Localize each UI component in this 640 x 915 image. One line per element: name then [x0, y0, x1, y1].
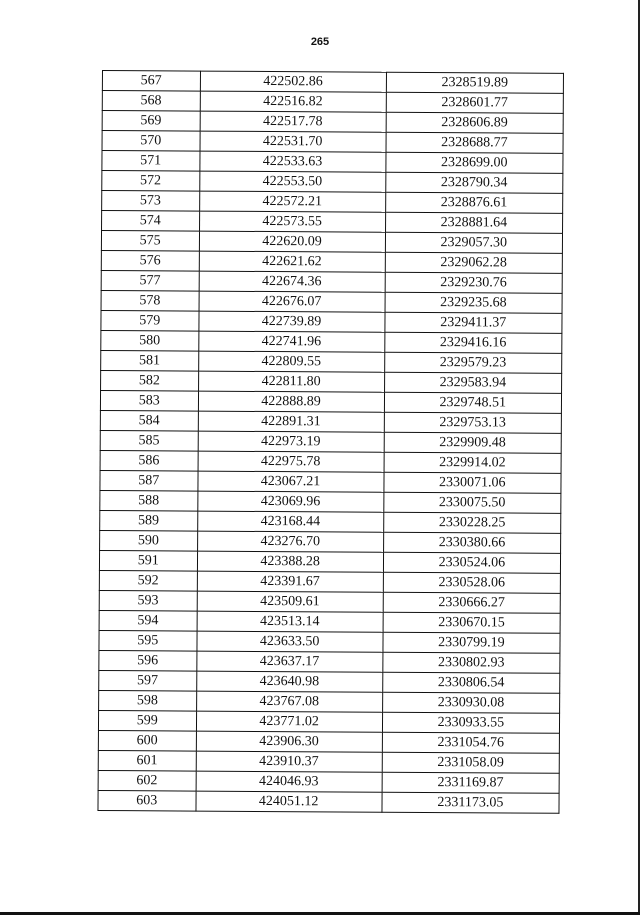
northing-cell: 2329235.68 — [385, 292, 562, 313]
easting-cell: 422975.78 — [198, 451, 384, 472]
point-number-cell: 574 — [102, 211, 200, 232]
easting-cell: 422620.09 — [199, 231, 385, 252]
table-row — [98, 770, 559, 793]
table-row — [101, 250, 562, 273]
table-row — [98, 790, 559, 813]
table-row — [101, 231, 562, 254]
easting-cell: 423637.17 — [196, 651, 382, 672]
coordinate-table-wrapper — [97, 70, 564, 814]
point-number-cell: 584 — [100, 410, 198, 431]
table-row — [99, 570, 560, 593]
coordinate-table-body — [98, 71, 564, 814]
table-row — [102, 71, 563, 94]
northing-cell: 2330802.93 — [383, 652, 560, 673]
point-number-cell: 577 — [101, 270, 199, 291]
point-number-cell: 576 — [101, 250, 199, 271]
point-number-cell: 595 — [99, 630, 197, 651]
point-number-cell: 567 — [102, 71, 200, 92]
table-row — [101, 370, 562, 393]
northing-cell: 2329579.23 — [384, 352, 561, 373]
table-row — [101, 290, 562, 313]
northing-cell: 2330528.06 — [383, 572, 560, 593]
easting-cell: 423910.37 — [196, 751, 382, 772]
northing-cell: 2330071.06 — [384, 472, 561, 493]
easting-cell: 422809.55 — [198, 351, 384, 372]
table-row — [99, 610, 560, 633]
northing-cell: 2331169.87 — [382, 772, 559, 793]
point-number-cell: 570 — [102, 131, 200, 152]
easting-cell: 422741.96 — [198, 331, 384, 352]
point-number-cell: 588 — [100, 490, 198, 511]
table-row — [101, 310, 562, 333]
easting-cell: 422531.70 — [200, 131, 386, 152]
northing-cell: 2331173.05 — [382, 792, 559, 813]
point-number-cell: 590 — [100, 530, 198, 551]
point-number-cell: 601 — [98, 750, 196, 771]
table-row — [99, 670, 560, 693]
northing-cell: 2329753.13 — [384, 412, 561, 433]
table-row — [102, 171, 563, 194]
northing-cell: 2330075.50 — [383, 492, 560, 513]
table-row — [102, 91, 563, 114]
point-number-cell: 586 — [100, 450, 198, 471]
point-number-cell: 598 — [99, 690, 197, 711]
point-number-cell: 583 — [100, 390, 198, 411]
northing-cell: 2329411.37 — [385, 312, 562, 333]
table-row — [99, 690, 560, 713]
point-number-cell: 579 — [101, 310, 199, 331]
point-number-cell: 593 — [99, 590, 197, 611]
easting-cell: 423771.02 — [196, 711, 382, 732]
easting-cell: 422676.07 — [199, 291, 385, 312]
easting-cell: 422573.55 — [199, 211, 385, 232]
table-row — [98, 750, 559, 773]
northing-cell: 2330806.54 — [382, 672, 559, 693]
table-row — [99, 630, 560, 653]
point-number-cell: 568 — [102, 91, 200, 112]
point-number-cell: 578 — [101, 290, 199, 311]
easting-cell: 423276.70 — [197, 531, 383, 552]
table-row — [100, 530, 561, 553]
table-row — [101, 270, 562, 293]
table-row — [101, 330, 562, 353]
point-number-cell: 571 — [102, 151, 200, 172]
northing-cell: 2329909.48 — [384, 432, 561, 453]
northing-cell: 2328876.61 — [385, 192, 562, 213]
northing-cell: 2330666.27 — [383, 592, 560, 613]
easting-cell: 423906.30 — [196, 731, 382, 752]
northing-cell: 2330670.15 — [383, 612, 560, 633]
easting-cell: 422553.50 — [199, 171, 385, 192]
easting-cell: 423168.44 — [197, 511, 383, 532]
northing-cell: 2329062.28 — [385, 252, 562, 273]
point-number-cell: 569 — [102, 111, 200, 132]
easting-cell: 422888.89 — [198, 391, 384, 412]
easting-cell: 423767.08 — [196, 691, 382, 712]
point-number-cell: 594 — [99, 610, 197, 631]
table-row — [99, 650, 560, 673]
easting-cell: 422502.86 — [200, 71, 386, 92]
table-row — [100, 410, 561, 433]
point-number-cell: 585 — [100, 430, 198, 451]
northing-cell: 2328519.89 — [386, 72, 563, 93]
point-number-cell: 592 — [99, 570, 197, 591]
easting-cell: 423388.28 — [197, 551, 383, 572]
northing-cell: 2330380.66 — [383, 532, 560, 553]
table-row — [101, 350, 562, 373]
table-row — [102, 131, 563, 154]
table-row — [100, 450, 561, 473]
easting-cell: 423069.96 — [197, 491, 383, 512]
easting-cell: 423513.14 — [197, 611, 383, 632]
easting-cell: 422517.78 — [200, 111, 386, 132]
page-number: 265 — [310, 36, 330, 48]
easting-cell: 423067.21 — [197, 471, 383, 492]
table-row — [100, 390, 561, 413]
point-number-cell: 573 — [102, 191, 200, 212]
northing-cell: 2329230.76 — [385, 272, 562, 293]
northing-cell: 2329583.94 — [384, 372, 561, 393]
northing-cell: 2328601.77 — [386, 92, 563, 113]
table-row — [102, 111, 563, 134]
easting-cell: 424051.12 — [195, 791, 381, 812]
easting-cell: 423633.50 — [196, 631, 382, 652]
northing-cell: 2330930.08 — [382, 692, 559, 713]
easting-cell: 423391.67 — [197, 571, 383, 592]
coordinate-table — [97, 70, 564, 814]
easting-cell: 422973.19 — [198, 431, 384, 452]
northing-cell: 2328606.89 — [386, 112, 563, 133]
easting-cell: 423509.61 — [197, 591, 383, 612]
point-number-cell: 603 — [98, 790, 196, 811]
point-number-cell: 600 — [98, 730, 196, 751]
northing-cell: 2328688.77 — [386, 132, 563, 153]
point-number-cell: 597 — [99, 670, 197, 691]
northing-cell: 2329914.02 — [384, 452, 561, 473]
northing-cell: 2329748.51 — [384, 392, 561, 413]
northing-cell: 2328790.34 — [385, 172, 562, 193]
point-number-cell: 602 — [98, 770, 196, 791]
northing-cell: 2330228.25 — [383, 512, 560, 533]
table-row — [99, 590, 560, 613]
point-number-cell: 589 — [100, 510, 198, 531]
point-number-cell: 580 — [101, 330, 199, 351]
easting-cell: 422621.62 — [199, 251, 385, 272]
point-number-cell: 572 — [102, 171, 200, 192]
easting-cell: 422739.89 — [198, 311, 384, 332]
easting-cell: 424046.93 — [196, 771, 382, 792]
table-row — [99, 550, 560, 573]
point-number-cell: 599 — [98, 710, 196, 731]
table-row — [100, 510, 561, 533]
table-row — [102, 191, 563, 214]
northing-cell: 2329057.30 — [385, 232, 562, 253]
table-row — [100, 470, 561, 493]
northing-cell: 2330933.55 — [382, 712, 559, 733]
table-row — [100, 490, 561, 513]
easting-cell: 422516.82 — [200, 91, 386, 112]
northing-cell: 2330799.19 — [383, 632, 560, 653]
point-number-cell: 575 — [101, 231, 199, 252]
northing-cell: 2330524.06 — [383, 552, 560, 573]
table-row — [100, 430, 561, 453]
point-number-cell: 587 — [100, 470, 198, 491]
easting-cell: 423640.98 — [196, 671, 382, 692]
table-row — [102, 211, 563, 234]
table-row — [98, 730, 559, 753]
table-row — [98, 710, 559, 733]
northing-cell: 2328699.00 — [386, 152, 563, 173]
point-number-cell: 582 — [101, 370, 199, 391]
point-number-cell: 591 — [99, 550, 197, 571]
northing-cell: 2328881.64 — [385, 212, 562, 233]
easting-cell: 422572.21 — [199, 191, 385, 212]
easting-cell: 422674.36 — [199, 271, 385, 292]
northing-cell: 2331054.76 — [382, 732, 559, 753]
easting-cell: 422891.31 — [198, 411, 384, 432]
easting-cell: 422533.63 — [199, 151, 385, 172]
point-number-cell: 596 — [99, 650, 197, 671]
easting-cell: 422811.80 — [198, 371, 384, 392]
table-row — [102, 151, 563, 174]
point-number-cell: 581 — [101, 350, 199, 371]
northing-cell: 2329416.16 — [384, 332, 561, 353]
northing-cell: 2331058.09 — [382, 752, 559, 773]
